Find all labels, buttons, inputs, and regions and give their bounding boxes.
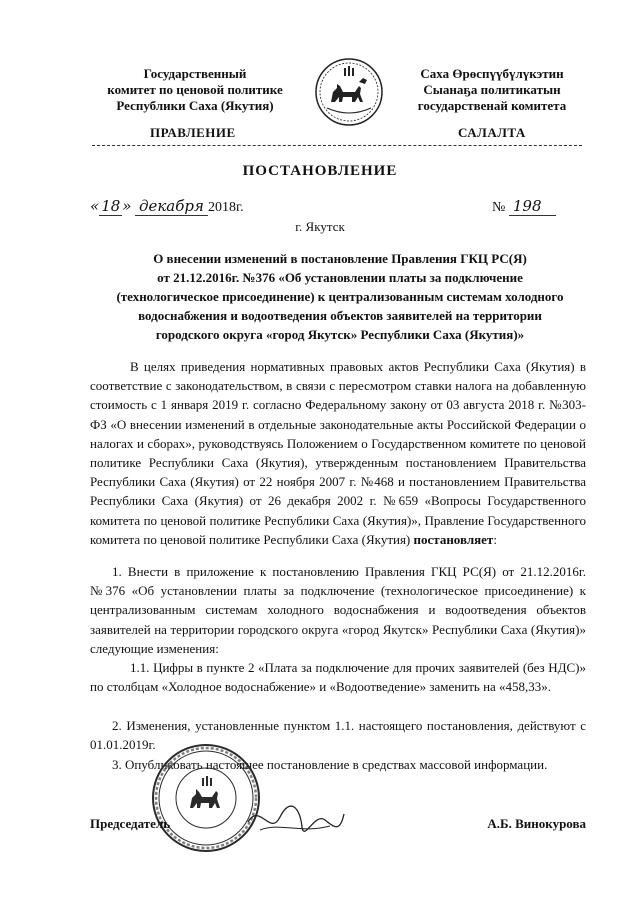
- item-1-paragraph: 1. Внести в приложение к постановлению Правления ГКЦ РС(Я) от 21.12.2016г. №376 «Об установлении платы за подключение (технологическое присоединение) к централизованным системам холодного водоснабжения и водоотведения объектов заявителей на территории городского округа «город Якутск» Республики Саха (Якутия)» следующие изменения:: [90, 564, 586, 656]
- item-2-paragraph: 2. Изменения, установленные пунктом 1.1. настоящего постановления, действуют с 01.01.2019г.: [90, 718, 586, 753]
- date-day: 18: [101, 197, 121, 215]
- date-month: декабря: [135, 197, 208, 216]
- subject-line: О внесении изменений в постановление Правления ГКЦ РС(Я): [153, 251, 527, 266]
- signatory-name: А.Б. Винокурова: [487, 816, 586, 831]
- header-right-line: государственай комитета: [417, 98, 567, 113]
- preamble-text: В целях приведения нормативных правовых актов Республики Саха (Якутия) в соответствие с законодательством, в связи с пересмотром ставки налога на добавленную стоимость с 1 января 2019 г. согласно Федеральному закону от 03 августа 2018 г. №303-ФЗ «О внесении изменений в отдельные законодательные акты Российской Федерации о налогах и сборах», руководствуясь Положением о Государственном комитете по ценовой политике Республики Саха (Якутия), утвержденным постановлением Правительства Республики Саха (Якутия) от 22 ноября 2007 г. №468 и постановлением Правительства Республики Саха (Якутия) от 26 декабря 2002 г. №659 «Вопросы Государственного комитета по ценовой политике Республики Саха (Якутия)», Правление Государственного комитета по ценовой политике Республики Саха (Якутия): [90, 359, 586, 547]
- header-right-line: Саха Өрөспүүбүлүкэтин: [420, 66, 564, 81]
- preamble-verb: постановляет: [413, 531, 494, 547]
- subject-line: от 21.12.2016г. №376 «Об установлении платы за подключение: [157, 270, 523, 285]
- header-right-dept: САЛАЛТА: [458, 125, 526, 140]
- date-year: 2018г.: [207, 200, 244, 215]
- header-left-line: Республики Саха (Якутия): [116, 98, 274, 113]
- document-number: [492, 197, 556, 216]
- date-close-quote: »: [122, 197, 132, 215]
- document-date: [90, 197, 244, 216]
- number-value: 198: [509, 197, 556, 216]
- header-left-line: комитет по ценовой политике: [107, 82, 283, 97]
- date-open-quote: «: [90, 197, 100, 215]
- document-subject: [95, 249, 585, 344]
- subject-line: водоснабжения и водоотведения объектов заявителей на территории: [138, 308, 542, 323]
- header-left-dept: ПРАВЛЕНИЕ: [150, 125, 236, 140]
- preamble-paragraph: [90, 357, 586, 549]
- document-title: ПОСТАНОВЛЕНИЕ: [242, 163, 398, 179]
- signatory-position: Председатель: [90, 816, 171, 831]
- subject-line: (технологическое присоединение) к централизованным системам холодного: [116, 289, 564, 304]
- header-right-line: Сыанаҕа политикатын: [423, 82, 561, 97]
- item-3-paragraph: 3. Опубликовать настоящее постановление в средствах массовой информации.: [112, 757, 548, 772]
- preamble-colon: :: [493, 531, 497, 547]
- signature-block: [90, 816, 586, 832]
- header-left-org: [90, 66, 300, 114]
- header-left-line: Государственный: [143, 66, 247, 81]
- number-prefix: №: [492, 200, 506, 215]
- document-city: г. Якутск: [295, 219, 345, 234]
- header-right-org: [392, 66, 592, 114]
- header-divider: [92, 145, 582, 146]
- subject-line: городского округа «город Якутск» Республики Саха (Якутия)»: [155, 327, 525, 342]
- item-1-1-paragraph: 1.1. Цифры в пункте 2 «Плата за подключение для прочих заявителей (без НДС)» по столбцам «Холодное водоснабжение» и «Водоотведение» заменить на «458,33».: [90, 660, 586, 695]
- sakha-coat-of-arms-icon: [313, 56, 385, 128]
